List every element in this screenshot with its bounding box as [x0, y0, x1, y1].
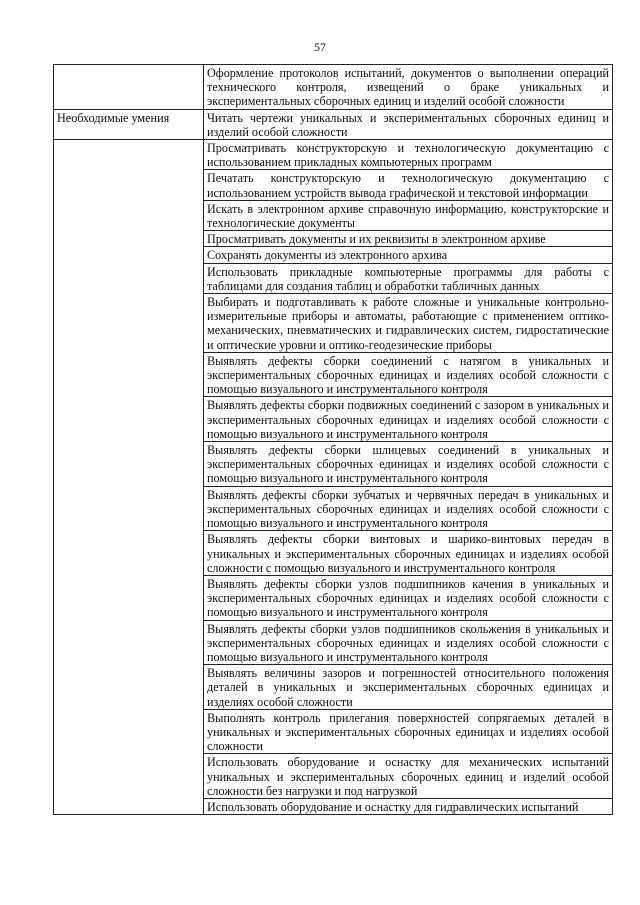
requirements-table-body	[54, 65, 613, 815]
table-row	[54, 247, 613, 263]
table-cell-text: Использовать прикладные компьютерные программы для работы с таблицами для создания таблиц и обработки табличных данных	[204, 263, 613, 293]
empty-label-cell	[54, 486, 204, 531]
table-cell-text: Выполнять контроль прилегания поверхностей сопрягаемых деталей в уникальных и экспериментальных сборочных единицах и изделиях особой сложности	[204, 709, 613, 754]
table-cell-text: Выявлять величины зазоров и погрешностей относительного положения деталей в уникальных и экспериментальных сборочных единицах и изделиях особой сложности	[204, 665, 613, 710]
empty-label-cell	[54, 754, 204, 799]
table-row	[54, 231, 613, 247]
empty-label-cell	[54, 170, 204, 200]
table-row	[54, 352, 613, 397]
table-cell-text: Выявлять дефекты сборки соединений с натягом в уникальных и экспериментальных сборочных единицах и изделиях особой сложности с помощью визуального и инструментального контроля	[204, 352, 613, 397]
empty-label-cell	[54, 294, 204, 353]
empty-label-cell	[54, 709, 204, 754]
table-row	[54, 620, 613, 665]
table-row	[54, 140, 613, 170]
table-row	[54, 170, 613, 200]
table-row	[54, 442, 613, 487]
table-cell-text: Оформление протоколов испытаний, документов о выполнении операций технического контроля, извещений о браке уникальных и экспериментальных сборочных единиц и изделий особой сложности	[204, 65, 613, 110]
section-label: Необходимые умения	[54, 109, 204, 139]
empty-label-cell	[54, 247, 204, 263]
table-cell-text: Просматривать конструкторскую и технологическую документацию с использованием прикладных компьютерных программ	[204, 140, 613, 170]
table-row	[54, 200, 613, 230]
empty-label-cell	[54, 231, 204, 247]
empty-label-cell	[54, 352, 204, 397]
table-row	[54, 754, 613, 799]
table-cell-text: Выявлять дефекты сборки подвижных соединений с зазором в уникальных и экспериментальных сборочных единицах и изделиях особой сложности с помощью визуального и инструментального контроля	[204, 397, 613, 442]
table-cell-text: Выявлять дефекты сборки зубчатых и червячных передач в уникальных и экспериментальных сборочных единицах и изделиях особой сложности с помощью визуального и инструментального контроля	[204, 486, 613, 531]
table-row	[54, 294, 613, 353]
empty-label-cell	[54, 442, 204, 487]
empty-label-cell	[54, 665, 204, 710]
table-cell-text: Выявлять дефекты сборки шлицевых соединений в уникальных и экспериментальных сборочных единицах и изделиях особой сложности с помощью визуального и инструментального контроля	[204, 442, 613, 487]
empty-label-cell	[54, 65, 204, 110]
table-cell-text: Использовать оборудование и оснастку для механических испытаний уникальных и экспериментальных сборочных единиц и изделий особой сложности без нагрузки и под нагрузкой	[204, 754, 613, 799]
empty-label-cell	[54, 798, 204, 814]
table-row	[54, 709, 613, 754]
table-row	[54, 531, 613, 576]
table-row	[54, 109, 613, 139]
table-cell-text: Сохранять документы из электронного архива	[204, 247, 613, 263]
table-cell-text: Печатать конструкторскую и технологическую документацию с использованием устройств вывода графической и текстовой информации	[204, 170, 613, 200]
table-cell-text: Использовать оборудование и оснастку для гидравлических испытаний	[204, 798, 613, 814]
requirements-table	[53, 64, 613, 815]
table-row	[54, 397, 613, 442]
table-row	[54, 486, 613, 531]
empty-label-cell	[54, 620, 204, 665]
page-number: 57	[314, 40, 326, 54]
table-row	[54, 65, 613, 110]
table-row	[54, 263, 613, 293]
table-row	[54, 575, 613, 620]
empty-label-cell	[54, 397, 204, 442]
table-row	[54, 798, 613, 814]
empty-label-cell	[54, 200, 204, 230]
table-cell-text: Просматривать документы и их реквизиты в электронном архиве	[204, 231, 613, 247]
empty-label-cell	[54, 575, 204, 620]
table-row	[54, 665, 613, 710]
empty-label-cell	[54, 531, 204, 576]
table-cell-text: Читать чертежи уникальных и экспериментальных сборочных единиц и изделий особой сложности	[204, 109, 613, 139]
table-cell-text: Выявлять дефекты сборки узлов подшипников скольжения в уникальных и экспериментальных сборочных единицах и изделиях особой сложности с помощью визуального и инструментального контроля	[204, 620, 613, 665]
table-cell-text: Искать в электронном архиве справочную информацию, конструкторские и технологические документы	[204, 200, 613, 230]
table-cell-text: Выбирать и подготавливать к работе сложные и уникальные контрольно-измерительные приборы и автоматы, работающие с применением оптико-механических, пневматических и гидравлических систем, гидростатические и оптические уровни и оптико-геодезические приборы	[204, 294, 613, 353]
empty-label-cell	[54, 140, 204, 170]
table-cell-text: Выявлять дефекты сборки узлов подшипников качения в уникальных и экспериментальных сборочных единицах и изделиях особой сложности с помощью визуального и инструментального контроля	[204, 575, 613, 620]
empty-label-cell	[54, 263, 204, 293]
table-cell-text: Выявлять дефекты сборки винтовых и шарико-винтовых передач в уникальных и экспериментальных сборочных единицах и изделиях особой сложности с помощью визуального и инструментального контроля	[204, 531, 613, 576]
